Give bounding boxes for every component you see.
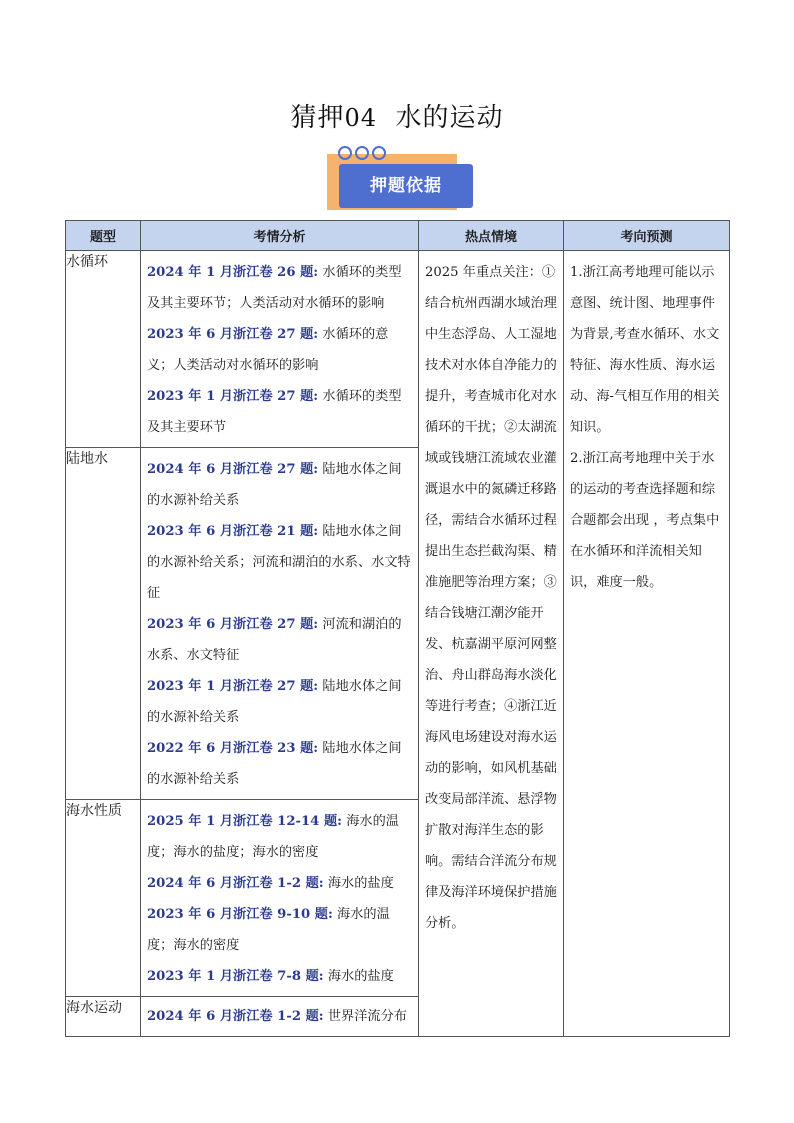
binder-rings-icon xyxy=(335,140,395,162)
analysis-cell xyxy=(141,997,419,1037)
analysis-item xyxy=(147,516,412,609)
exam-source: 2022 年 6 月浙江卷 23 题: xyxy=(147,741,319,756)
hotspot-text: 2025 年重点关注：①结合杭州西湖水域治理中生态浮岛、人工湿地技术对水体自净能力的提升，考查城市化对水循环的干扰；②太湖流域或钱塘江流域农业灌溉退水中的氮磷迁移路径，需结合水循环过程提出生态拦截沟渠、精准施肥等治理方案；③结合钱塘江潮汐能开发、杭嘉湖平原河网整治、舟山群岛海水淡化等进行考查；④浙江近海风电场建设对海水运动的影响，如风机基础改变局部洋流、悬浮物扩散对海洋生态的影响。需结合洋流分布规律及海洋环境保护措施分析。 xyxy=(425,265,557,931)
category-cell: 海水运动 xyxy=(66,997,141,1037)
exam-source: 2023 年 1 月浙江卷 27 题: xyxy=(147,679,319,694)
exam-source: 2023 年 6 月浙江卷 27 题: xyxy=(147,617,319,632)
analysis-cell xyxy=(141,448,419,800)
analysis-item xyxy=(147,899,412,961)
exam-source: 2023 年 1 月浙江卷 27 题: xyxy=(147,389,319,404)
exam-topic: 水循环的类型及其主要环节 xyxy=(147,389,402,435)
title-prefix: 猜押 xyxy=(290,103,345,133)
category-cell: 海水性质 xyxy=(66,800,141,997)
exam-topic: 陆地水体之间的水源补给关系；河流和湖泊的水系、水文特征 xyxy=(147,524,411,601)
exam-topic: 水循环的意义；人类活动对水循环的影响 xyxy=(147,327,389,373)
exam-source: 2025 年 1 月浙江卷 12-14 题: xyxy=(147,814,343,829)
section-badge xyxy=(327,140,473,214)
analysis-item xyxy=(147,671,412,733)
exam-source: 2024 年 6 月浙江卷 1-2 题: xyxy=(147,876,324,891)
exam-topic: 陆地水体之间的水源补给关系 xyxy=(147,741,402,787)
exam-topic: 陆地水体之间的水源补给关系 xyxy=(147,679,402,725)
analysis-table xyxy=(65,220,730,1037)
exam-topic: 海水的盐度 xyxy=(323,969,394,984)
exam-source: 2023 年 6 月浙江卷 9-10 题: xyxy=(147,907,333,922)
exam-topic: 海水的温度；海水的盐度；海水的密度 xyxy=(147,814,399,860)
prediction-point-2: 2.浙江高考地理中关于水的运动的考查选择题和综合题都会出现 ，考点集中在水循环和洋流相关知识，难度一般。 xyxy=(570,451,720,590)
header-prediction: 考向预测 xyxy=(564,221,730,251)
analysis-item xyxy=(147,961,412,992)
exam-topic: 陆地水体之间的水源补给关系 xyxy=(147,462,402,508)
prediction-point-1: 1.浙江高考地理可能以示意图、统计图、地理事件为背景,考查水循环、水文特征、海水性质、海水运动、海-气相互作用的相关知识。 xyxy=(570,265,720,435)
header-hotspot: 热点情境 xyxy=(419,221,564,251)
prediction-cell xyxy=(564,251,730,1037)
analysis-cell xyxy=(141,251,419,448)
title-number: 04 xyxy=(344,104,377,132)
analysis-item xyxy=(147,319,412,381)
table-header-row xyxy=(66,221,730,251)
exam-topic: 河流和湖泊的水系、水文特征 xyxy=(147,617,402,663)
exam-source: 2023 年 6 月浙江卷 27 题: xyxy=(147,327,319,342)
table-row xyxy=(66,251,730,448)
header-analysis: 考情分析 xyxy=(141,221,419,251)
analysis-item xyxy=(147,454,412,516)
analysis-item xyxy=(147,1001,412,1032)
analysis-item xyxy=(147,733,412,795)
category-cell: 陆地水 xyxy=(66,448,141,800)
page-title xyxy=(0,97,794,134)
category-cell: 水循环 xyxy=(66,251,141,448)
analysis-item xyxy=(147,257,412,319)
title-suffix: 水的运动 xyxy=(395,103,504,133)
analysis-item xyxy=(147,806,412,868)
exam-source: 2023 年 1 月浙江卷 7-8 题: xyxy=(147,969,324,984)
exam-topic: 水循环的类型及其主要环节；人类活动对水循环的影响 xyxy=(147,265,402,311)
exam-topic: 世界洋流分布 xyxy=(323,1009,407,1024)
exam-source: 2023 年 6 月浙江卷 21 题: xyxy=(147,524,319,539)
analysis-item xyxy=(147,609,412,671)
exam-topic: 海水的温度；海水的密度 xyxy=(147,907,390,953)
hotspot-cell xyxy=(419,251,564,1037)
analysis-cell xyxy=(141,800,419,997)
badge-label: 押题依据 xyxy=(339,164,473,208)
header-type: 题型 xyxy=(66,221,141,251)
exam-source: 2024 年 1 月浙江卷 26 题: xyxy=(147,265,319,280)
analysis-item xyxy=(147,381,412,443)
analysis-item xyxy=(147,868,412,899)
exam-source: 2024 年 6 月浙江卷 27 题: xyxy=(147,462,319,477)
exam-topic: 海水的盐度 xyxy=(323,876,394,891)
exam-source: 2024 年 6 月浙江卷 1-2 题: xyxy=(147,1009,324,1024)
